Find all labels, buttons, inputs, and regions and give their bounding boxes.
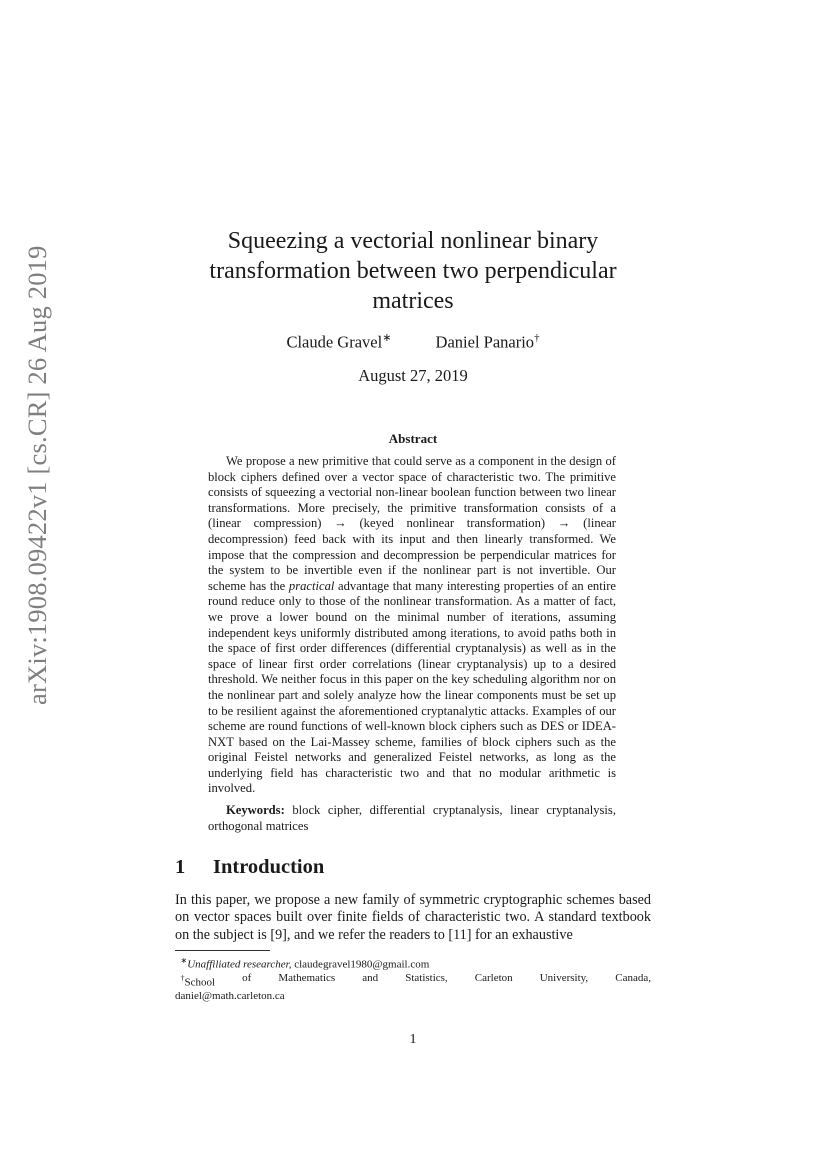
- author-gravel: [286, 331, 391, 353]
- author-list: [175, 331, 651, 353]
- footnote-2-word: and: [362, 972, 379, 985]
- section-number: 1: [175, 856, 186, 878]
- footnote-2-word-0: [175, 972, 215, 990]
- footnote-rule: [175, 950, 270, 951]
- keywords-text: block cipher, differential cryptanalysis, linear cryptanalysis, orthogonal matrices: [208, 803, 616, 833]
- abstract-body: [208, 454, 616, 797]
- abstract-text-part1: We propose a new primitive that could serve as a component in the design of block ciphers defined over a vector space of characteristic two. The primitive consists of squeezing a vectorial non-linear boolean function between two linear transformations. More precisely, the primitive transformation consists of a (linear compression) → (keyed nonlinear transformation) → (linear decompression) feed back with its input and then linearly transformed. We impose that the compression and decompression be perpendicular matrices for the system to be invertible even if the nonlinear part is not invertible. Our scheme has the: [208, 454, 616, 593]
- abstract-text-part2: advantage that many interesting properties of an entire round reduce only to those of the nonlinear transformation. As a matter of fact, we prove a lower bound on the minimal number of iterations, assuming independent keys uniformly distributed among iterations, to avoid paths both in the space of first order differences (differential cryptanalysis) as well as in the space of linear first order correlations (linear cryptanalysis) up to a desired threshold. We neither focus in this paper on the key scheduling algorithm nor on the nonlinear part and solely analyze how the linear components must be set up to be resilient against the aforementioned cryptanalytic attacks. Examples of our scheme are round functions of well-known block ciphers such as DES or IDEA-NXT based on the Lai-Massey scheme, families of block ciphers such as the original Feistel networks and generalized Feistel networks, as long as the underlying field has characteristic two and that no modular arithmetic is involved.: [208, 578, 617, 796]
- keywords-paragraph: [208, 803, 616, 834]
- section-heading: [175, 856, 324, 879]
- publication-date: August 27, 2019: [358, 366, 468, 385]
- footnote-2-word: Canada,: [615, 972, 651, 985]
- footnote-2-word: Mathematics: [278, 972, 336, 985]
- abstract-heading: Abstract: [388, 431, 438, 446]
- footnote-2-word: Carleton: [474, 972, 513, 985]
- arxiv-identifier-stamp: arXiv:1908.09422v1 [cs.CR] 26 Aug 2019: [22, 245, 52, 705]
- author-footnote-mark: ∗: [382, 332, 392, 344]
- author-panario: [436, 332, 540, 353]
- introduction-paragraph: In this paper, we propose a new family of symmetric cryptographic schemes based on vector spaces built over finite fields of characteristic two. A standard textbook on the subject is [9], and we refer the readers to [11] for an exhaustive: [175, 892, 651, 943]
- footnote-2-line1: [175, 972, 651, 990]
- footnote-2: [175, 972, 651, 1004]
- page-number: 1: [409, 1032, 417, 1047]
- footnote-1-email: claudegravel1980@gmail.com: [294, 958, 430, 971]
- footnote-mark: ∗: [180, 956, 188, 965]
- paper-title: Squeezing a vectorial nonlinear binary transformation between two perpendicular matrices: [209, 228, 617, 314]
- footnotes: [175, 954, 651, 1004]
- author-name: Claude Gravel: [286, 332, 383, 352]
- section-title: Introduction: [213, 856, 325, 878]
- footnote-2-word: Statistics,: [405, 972, 448, 985]
- abstract-emphasis: practical: [288, 578, 335, 593]
- author-name: Daniel Panario: [435, 332, 535, 352]
- footnote-mark: †: [180, 974, 185, 984]
- footnote-2-email: daniel@math.carleton.ca: [175, 990, 285, 1003]
- keywords-label: Keywords:: [226, 803, 285, 817]
- footnote-1-emphasis: Unaffiliated researcher,: [187, 958, 292, 971]
- footnote-2-word: School: [184, 976, 216, 989]
- footnote-2-word: of: [242, 972, 252, 985]
- footnote-2-word: University,: [539, 972, 589, 985]
- author-footnote-mark: †: [534, 332, 540, 344]
- footnote-1: [175, 954, 651, 972]
